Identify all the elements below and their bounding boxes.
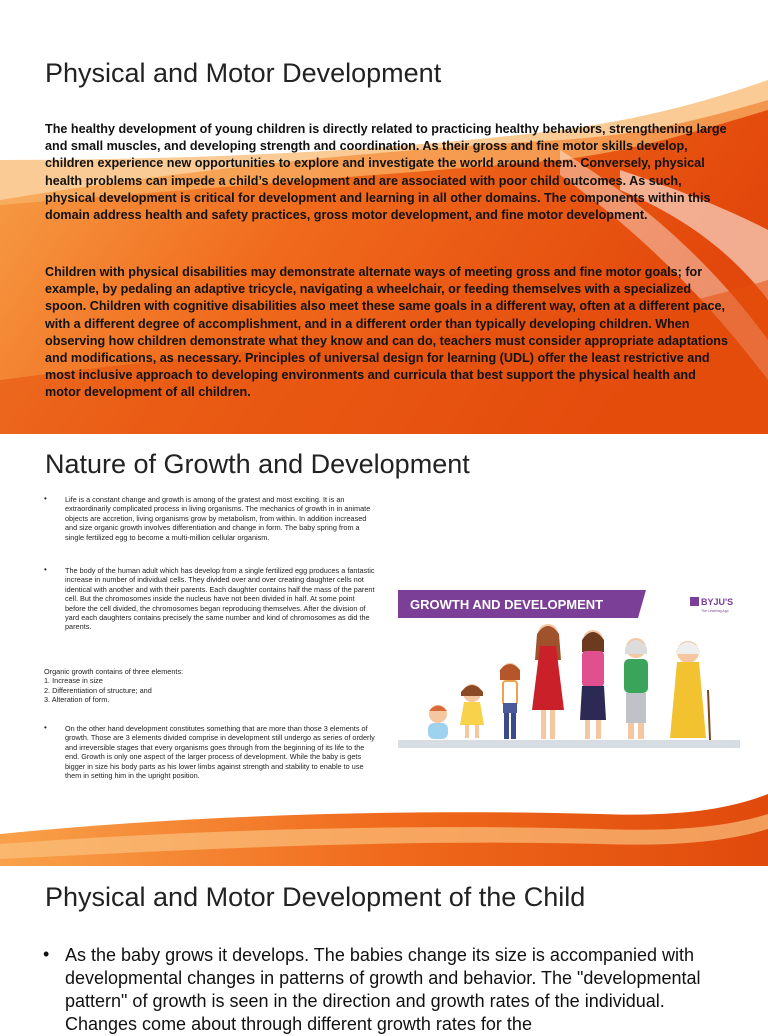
floor-shadow xyxy=(398,740,740,748)
child-development-bullet: As the baby grows it develops. The babies change its size is accompanied with developmental changes in patterns of growth and behavior. The "developmental pattern" of growth is seen in the direction and growth rates of the individual. Changes come about through different growth rates for the xyxy=(65,945,701,1034)
growth-development-illustration xyxy=(398,590,740,752)
growth-bullet-2: The body of the human adult which has develop from a single fertilized egg produces a fantastic increase in number of individual cells. They divided over and over creating daughter cells not identical with another and with their parents. Each daughter contains half the mass of the parent cell. But the chromosomes inside the nucleus have not been divided in half. At some point before the cell divided, the chromosomes began reproducing themselves. After the division of yard each daughters contains precisely the same number and kind of chromosomes as did the parents. xyxy=(65,566,375,632)
organic-growth-intro: Organic growth contains of three elements: xyxy=(44,667,184,676)
slide-physical-motor-development xyxy=(0,0,768,434)
slide-title: Nature of Growth and Development xyxy=(45,449,470,479)
bullet-marker: • xyxy=(43,944,50,964)
slide-title: Physical and Motor Development of the Child xyxy=(45,882,586,912)
slide-title: Physical and Motor Development xyxy=(45,58,442,88)
brand-tagline: The Learning App xyxy=(701,609,729,613)
growth-bullet-3: On the other hand development constitutes something that are more than those 3 elements of growth. Those are 3 elements divided comprise in development still undergo as series of orderly and irreversible stages that every organisms goes through from the beginning of its life to the end. Growth is only one aspect of the larger process of development. While the baby is gets bigger in size his body parts as his lower limbs against strength and stability to enable to use them in setting him in the upright position. xyxy=(65,724,375,781)
brand-name: BYJU'S xyxy=(701,597,734,607)
banner-text: GROWTH AND DEVELOPMENT xyxy=(410,597,604,612)
list-item: 3. Alteration of form. xyxy=(44,695,110,705)
organic-growth-list xyxy=(44,667,374,705)
byjus-logo-icon xyxy=(690,597,699,606)
disabilities-paragraph: Children with physical disabilities may demonstrate alternate ways of meeting gross and fine motor goals; for example, by pedaling an adaptive tricycle, navigating a wheelchair, or feeding themselves with a specialized spoon. Children with cognitive disabilities also meet these same goals in a different way, often at a different pace, with a different degree of accomplishment, and in a different order than typically developing children. When observing how children demonstrate what they know and can do, teachers must consider appropriate adaptations and modifications, as necessary. Principles of universal design for learning (UDL) offer the least restrictive and most inclusive approach to developing environments and curricula that best support the physical health and motor development of all children. xyxy=(45,265,728,400)
list-item: 1. Increase in size xyxy=(44,676,103,686)
bullet-marker: • xyxy=(44,565,47,574)
intro-paragraph: The healthy development of young children is directly related to practicing healthy behaviors, strengthening large and small muscles, and developing strength and coordination. As their gross and fine motor skills develop, children experience new opportunities to explore and investigate the world around them. Conversely, physical health problems can impede a child’s development and are associated with poor child outcomes. As such, physical development is critical for development and learning in all other domains. The components within this domain address health and safety practices, gross motor development, and fine motor development. xyxy=(45,122,727,223)
growth-bullet-1: Life is a constant change and growth is among of the gratest and most exciting. It is an extraordinarily complicated process in living organisms. The mechanics of growth in in animate objects are accretion, living organisms grow by metabolism, from within. In addition increased and size organic growth involves differentiation and change in form. The baby spring from a single fertilized egg to become a multi-million cellular organism. xyxy=(65,495,371,542)
list-item: 2. Differentiation of structure; and xyxy=(44,685,152,695)
bullet-marker: • xyxy=(44,494,47,503)
bullet-marker: • xyxy=(44,723,47,732)
